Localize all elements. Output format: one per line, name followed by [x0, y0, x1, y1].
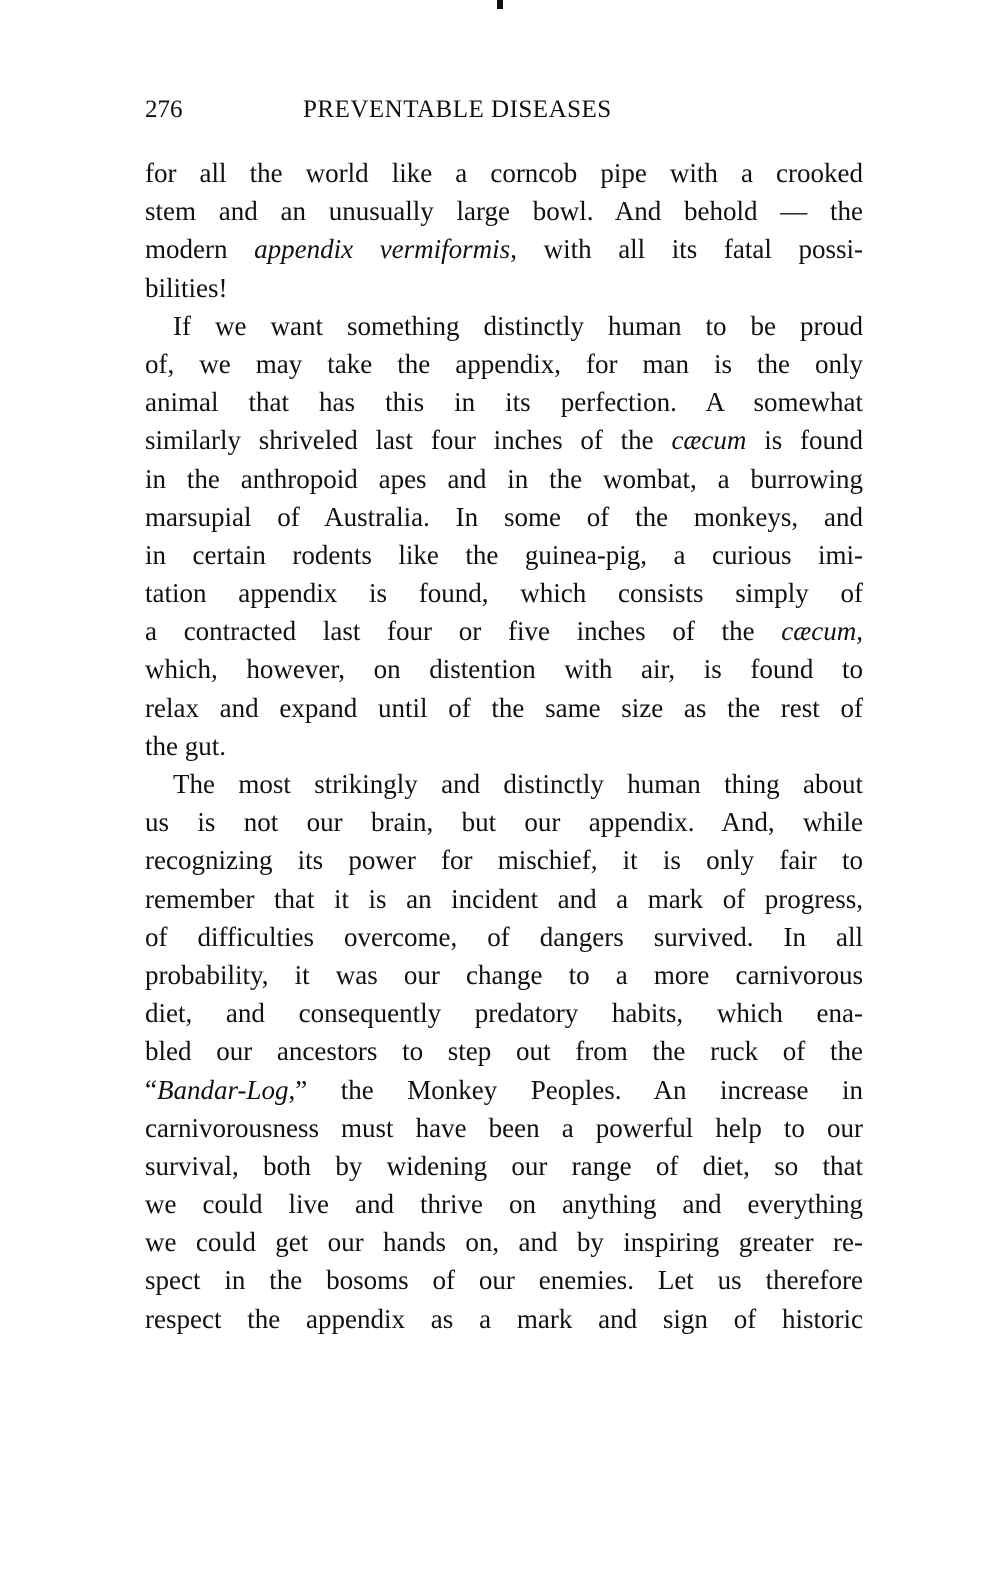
page-number: 276: [145, 96, 183, 123]
text-line: [145, 1185, 863, 1223]
text-segment: , with all its fatal possi-: [510, 234, 864, 265]
text-line: [145, 421, 863, 459]
text-segment: ,” the Monkey Peoples. An increase in: [288, 1074, 863, 1105]
running-title: PREVENTABLE DISEASES: [303, 96, 612, 123]
text-line: [145, 536, 863, 574]
text-segment: which, however, on distention with air, is found to: [145, 654, 863, 685]
text-line: [145, 1223, 863, 1261]
text-line: [145, 154, 863, 192]
text-segment: the gut.: [145, 730, 226, 761]
italic-text: appendix vermiformis: [254, 234, 511, 265]
text-segment: diet, and consequently predatory habits, which ena-: [145, 998, 863, 1029]
text-line: [145, 956, 863, 994]
italic-text: cæcum,: [781, 616, 863, 647]
text-line: [145, 1109, 863, 1147]
text-segment: similarly shriveled last four inches of the: [145, 425, 672, 456]
text-segment: for all the world like a corncob pipe with a crooked: [145, 158, 863, 188]
text-line: [145, 612, 863, 650]
text-segment: carnivorousness must have been a powerful help to our: [145, 1112, 863, 1143]
text-line: [145, 460, 863, 498]
text-segment: we could get our hands on, and by inspiring greater re-: [145, 1227, 863, 1258]
text-segment: in certain rodents like the guinea-pig, a curious imi-: [145, 539, 863, 570]
text-line: [145, 230, 863, 268]
text-line: [145, 383, 863, 421]
text-segment: respect the appendix as a mark and sign of historic: [145, 1303, 863, 1334]
text-line: [145, 192, 863, 230]
text-segment: marsupial of Australia. In some of the monkeys, and: [145, 501, 863, 532]
text-line: [145, 880, 863, 918]
text-segment: in the anthropoid apes and in the wombat, a burrowing: [145, 463, 863, 494]
text-segment: survival, both by widening our range of diet, so that: [145, 1150, 863, 1181]
text-segment: The most strikingly and distinctly human thing about: [173, 769, 863, 799]
text-line: [145, 1261, 863, 1299]
text-segment: animal that has this in its perfection. A somewhat: [145, 387, 863, 418]
text-segment: relax and expand until of the same size as the rest of: [145, 692, 863, 723]
text-segment: stem and an unusually large bowl. And behold — the: [145, 196, 863, 227]
text-line: [145, 307, 863, 345]
text-segment: spect in the bosoms of our enemies. Let us therefore: [145, 1265, 863, 1296]
text-line: [145, 345, 863, 383]
text-line: [145, 765, 863, 803]
text-line: [145, 650, 863, 688]
text-segment: is found: [746, 425, 864, 456]
text-segment: bled our ancestors to step out from the ruck of the: [145, 1036, 863, 1067]
text-line: [145, 1300, 863, 1338]
text-line: [145, 1147, 863, 1185]
page-header: [145, 96, 865, 132]
text-segment: probability, it was our change to a more carnivorous: [145, 959, 863, 990]
italic-text: cæcum: [671, 425, 747, 456]
text-segment: recognizing its power for mischief, it is only fair to: [145, 845, 863, 876]
text-segment: bilities!: [145, 272, 228, 303]
text-line: [145, 841, 863, 879]
text-segment: modern: [145, 234, 255, 265]
text-line: [145, 803, 863, 841]
text-line: [145, 574, 863, 612]
text-segment: a contracted last four or five inches of the: [145, 616, 782, 647]
text-line: [145, 689, 863, 727]
text-segment: of, we may take the appendix, for man is the only: [145, 348, 863, 379]
page-body: [145, 154, 863, 1338]
text-line: [145, 1071, 863, 1109]
italic-text: Bandar-Log: [156, 1074, 289, 1105]
text-line: [145, 1032, 863, 1070]
text-segment: If we want something distinctly human to be proud: [173, 310, 863, 341]
text-line: [145, 727, 863, 765]
scan-speck: [497, 0, 503, 9]
text-segment: us is not our brain, but our appendix. And, while: [145, 807, 863, 838]
text-segment: “: [145, 1074, 157, 1105]
text-line: [145, 918, 863, 956]
text-segment: tation appendix is found, which consists simply of: [145, 578, 863, 609]
text-line: [145, 498, 863, 536]
text-segment: of difficulties overcome, of dangers survived. In all: [145, 921, 863, 952]
text-segment: remember that it is an incident and a mark of progress,: [145, 883, 863, 914]
text-line: [145, 269, 863, 307]
text-line: [145, 994, 863, 1032]
text-segment: we could live and thrive on anything and everything: [145, 1189, 863, 1220]
